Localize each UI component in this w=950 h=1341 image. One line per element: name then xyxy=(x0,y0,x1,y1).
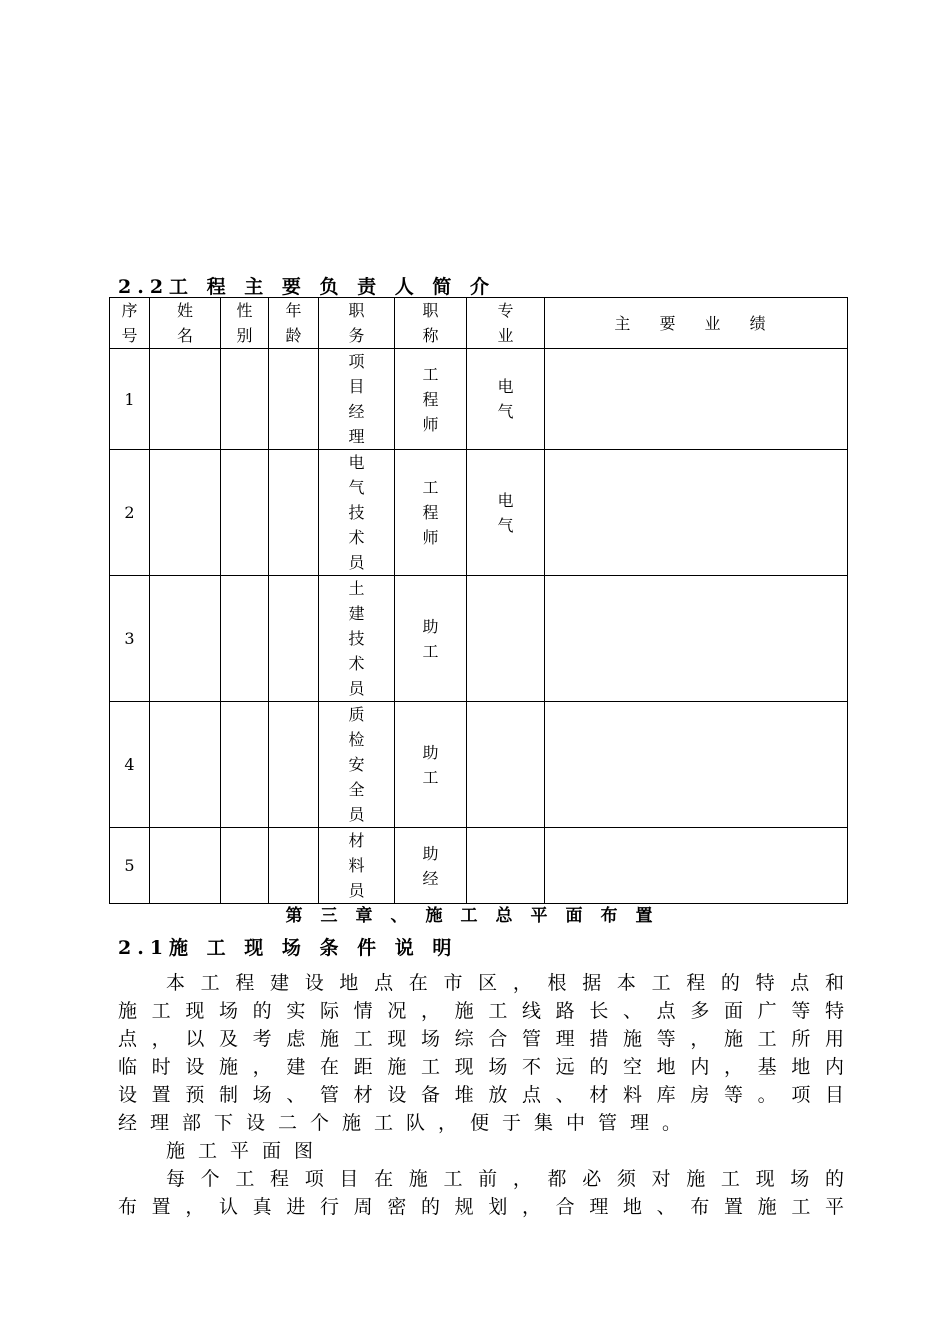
cell-age xyxy=(269,702,319,828)
staff-table xyxy=(109,297,848,904)
paragraph-line: 设置预制场、管材设备堆放点、材料库房等。项目 xyxy=(118,1084,844,1106)
paragraph-line: 本工程建设地点在市区，根据本工程的特点和 xyxy=(166,972,844,994)
cell-title: 工 程 师 xyxy=(395,349,467,450)
cell-title: 助 工 xyxy=(395,576,467,702)
cell-specialty: 电 气 xyxy=(467,349,545,450)
cell-age xyxy=(269,349,319,450)
label-site-plan xyxy=(118,1137,844,1165)
cell-title: 助 工 xyxy=(395,702,467,828)
cell-gender xyxy=(221,702,269,828)
cell-achievements xyxy=(545,702,848,828)
cell-name xyxy=(150,576,221,702)
paragraph-line: 临时设施，建在距施工现场不远的空地内，基地内 xyxy=(118,1056,844,1078)
cell-position: 土 建 技 术 员 xyxy=(319,576,395,702)
cell-gender xyxy=(221,450,269,576)
cell-seq: 4 xyxy=(110,702,150,828)
table-header-row xyxy=(110,298,848,349)
cell-achievements xyxy=(545,349,848,450)
header-position: 职 务 xyxy=(319,298,395,349)
subsection-heading: 2.1施 工 现 场 条 件 说 明 xyxy=(118,937,458,959)
cell-position: 项 目 经 理 xyxy=(319,349,395,450)
cell-title: 助 经 xyxy=(395,828,467,904)
header-name: 姓 名 xyxy=(150,298,221,349)
cell-specialty xyxy=(467,576,545,702)
cell-position: 材 料 员 xyxy=(319,828,395,904)
header-gender: 性 别 xyxy=(221,298,269,349)
paragraph-line: 布置，认真进行周密的规划，合理地、布置施工平 xyxy=(118,1196,844,1218)
cell-seq: 1 xyxy=(110,349,150,450)
chapter-heading: 第三章、施工总平面布置 xyxy=(285,906,671,926)
cell-seq: 3 xyxy=(110,576,150,702)
table-row xyxy=(110,702,848,828)
cell-specialty: 电 气 xyxy=(467,450,545,576)
cell-name xyxy=(150,828,221,904)
table-row xyxy=(110,576,848,702)
cell-achievements xyxy=(545,450,848,576)
cell-position: 电 气 技 术 员 xyxy=(319,450,395,576)
cell-achievements xyxy=(545,828,848,904)
paragraph-line: 经理部下设二个施工队，便于集中管理。 xyxy=(118,1112,695,1134)
paragraph-line: 施工现场的实际情况，施工线路长、点多面广等特 xyxy=(118,1000,844,1022)
table-row xyxy=(110,450,848,576)
cell-seq: 5 xyxy=(110,828,150,904)
cell-age xyxy=(269,450,319,576)
paragraph-site-conditions xyxy=(118,969,844,1137)
paragraph-site-layout xyxy=(118,1165,844,1221)
cell-achievements xyxy=(545,576,848,702)
header-seq: 序 号 xyxy=(110,298,150,349)
paragraph-line: 施工平面图 xyxy=(166,1140,327,1162)
cell-gender xyxy=(221,349,269,450)
paragraph-line: 点，以及考虑施工现场综合管理措施等，施工所用 xyxy=(118,1028,844,1050)
cell-position: 质 检 安 全 员 xyxy=(319,702,395,828)
cell-seq: 2 xyxy=(110,450,150,576)
cell-gender xyxy=(221,576,269,702)
header-specialty: 专 业 xyxy=(467,298,545,349)
cell-name xyxy=(150,349,221,450)
section-heading: 2.2工 程 主 要 负 责 人 简 介 xyxy=(118,276,495,298)
cell-age xyxy=(269,576,319,702)
cell-name xyxy=(150,450,221,576)
header-title: 职 称 xyxy=(395,298,467,349)
header-achievements: 主 要 业 绩 xyxy=(545,298,848,349)
header-age: 年 龄 xyxy=(269,298,319,349)
paragraph-line: 每个工程项目在施工前，都必须对施工现场的 xyxy=(166,1168,844,1190)
cell-title: 工 程 师 xyxy=(395,450,467,576)
cell-specialty xyxy=(467,828,545,904)
table-row xyxy=(110,828,848,904)
table-row xyxy=(110,349,848,450)
cell-age xyxy=(269,828,319,904)
cell-specialty xyxy=(467,702,545,828)
cell-name xyxy=(150,702,221,828)
cell-gender xyxy=(221,828,269,904)
